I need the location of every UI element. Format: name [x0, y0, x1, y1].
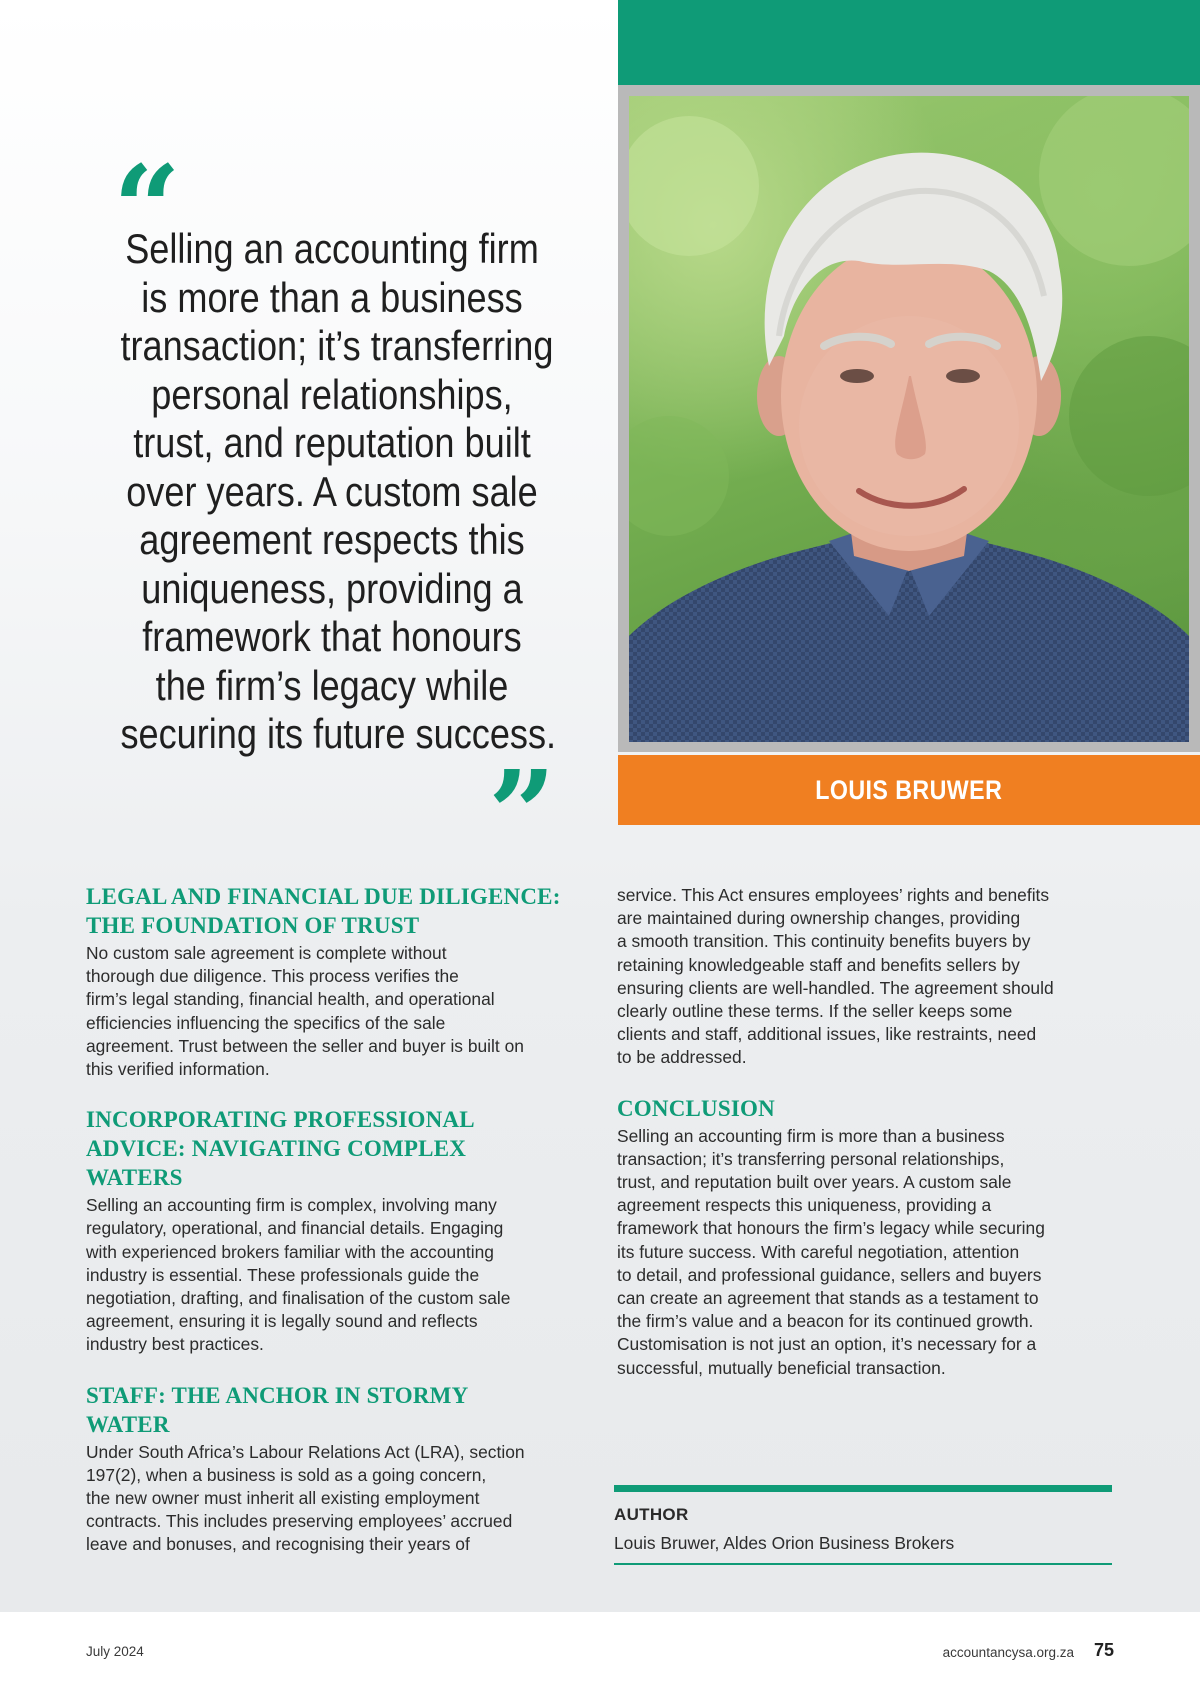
- article-right-column: [617, 884, 1117, 1404]
- pull-quote-line: is more than a business: [141, 273, 523, 321]
- pull-quote-line: personal relationships,: [151, 370, 513, 418]
- article-left-column: [86, 882, 586, 1581]
- page-number: 75: [1093, 1640, 1114, 1660]
- pull-quote-line: agreement respects this: [139, 516, 525, 563]
- section-heading-conclusion: CONCLUSION: [617, 1095, 775, 1121]
- section-body-staff-continued: service. This Act ensures employees’ rights and benefits are maintained during ownership changes, providing a smooth transition. This continuity benefits buyers by retaining knowledgeable staff and benefits sellers by ensuring clients are well-handled. The agreement should clearly outline these terms. If the seller keeps some clients and staff, additional issues, like restraints, need to be addressed.: [617, 885, 1054, 1068]
- author-bottom-rule: [614, 1563, 1112, 1565]
- portrait-photo-icon: [629, 96, 1189, 742]
- pull-quote-line: trust, and reputation built: [133, 419, 531, 466]
- portrait-frame: [618, 85, 1200, 752]
- section-body-due-diligence: No custom sale agreement is complete without thorough due diligence. This process verifies the firm’s legal standing, financial health, and operational efficiencies influencing the specifics of the sale agreement. Trust between the seller and buyer is built on this verified information.: [86, 943, 524, 1080]
- pull-quote-line: Selling an accounting firm: [125, 225, 539, 272]
- pull-quote-line: framework that honours: [142, 613, 522, 660]
- author-label: AUTHOR: [614, 1505, 689, 1524]
- top-green-banner: [618, 0, 1200, 85]
- section-heading-professional-advice: INCORPORATING PROFESSIONAL ADVICE: NAVIGATING COMPLEX WATERS: [86, 1107, 475, 1191]
- section-body-staff: Under South Africa’s Labour Relations Act (LRA), section 197(2), when a business is sold as a going concern, the new owner must inherit all existing employment contracts. This includes preserving employees’ accrued leave and bonuses, and recognising their years of: [86, 1441, 525, 1555]
- pull-quote-line: over years. A custom sale: [126, 467, 538, 515]
- footer-site-link[interactable]: accountancysa.org.za: [942, 1645, 1074, 1660]
- pull-quote: [86, 225, 578, 759]
- pull-quote-line: the firm’s legacy while: [155, 661, 509, 709]
- footer-date: July 2024: [86, 1644, 144, 1659]
- pull-quote-line: uniqueness, providing a: [141, 564, 523, 612]
- close-quote-icon: ”: [488, 744, 556, 883]
- pull-quote-line: securing its future success.: [120, 710, 557, 757]
- pull-quote-line: transaction; it’s transferring: [120, 322, 554, 369]
- page-footer: [0, 1612, 1200, 1696]
- open-quote-icon: “: [113, 139, 181, 278]
- author-top-rule: [614, 1485, 1112, 1492]
- section-body-conclusion: Selling an accounting firm is more than a business transaction; it’s transferring personal relationships, trust, and reputation built over years. A custom sale agreement respects this uniqueness, providing a framework that honours the firm’s legacy while securing its future success. With careful negotiation, attention to detail, and professional guidance, sellers and buyers can create an agreement that stands as a testament to the firm’s value and a beacon for its continued growth. Customisation is not just an option, it’s necessary for a successful, mutually beneficial transaction.: [617, 1125, 1045, 1378]
- section-body-professional-advice: Selling an accounting firm is complex, involving many regulatory, operational, and financial details. Engaging with experienced brokers familiar with the accounting industry is essential. These professionals guide the negotiation, drafting, and finalisation of the custom sale agreement, ensuring it is legally sound and reflects industry best practices.: [86, 1195, 511, 1355]
- author-name: Louis Bruwer, Aldes Orion Business Brokers: [614, 1533, 955, 1553]
- portrait-name-bar: [618, 755, 1200, 825]
- section-heading-staff: STAFF: THE ANCHOR IN STORMY WATER: [86, 1382, 469, 1437]
- section-heading-due-diligence: LEGAL AND FINANCIAL DUE DILIGENCE: THE FOUNDATION OF TRUST: [86, 884, 561, 938]
- portrait-name: LOUIS BRUWER: [815, 774, 1003, 805]
